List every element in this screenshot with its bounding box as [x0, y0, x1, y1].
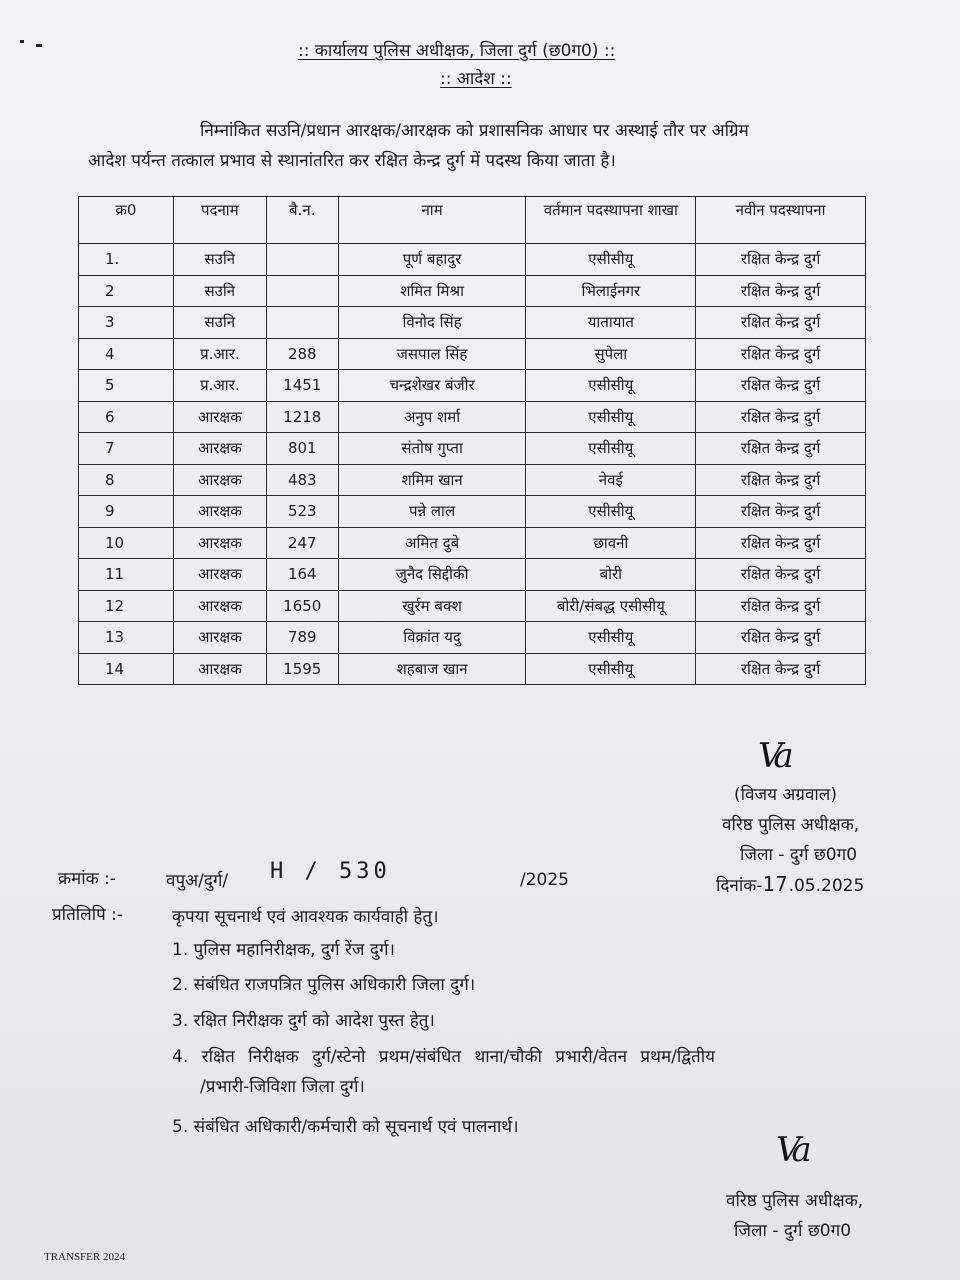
cell-badge-number: 523: [266, 496, 338, 528]
cell-name: संतोष गुप्ता: [338, 433, 526, 465]
signature-mark-1: Va: [758, 736, 788, 776]
cell-badge-number: 1650: [266, 590, 338, 622]
cell-name: जुनैद सिद्दीकी: [338, 559, 526, 591]
cell-name: पन्ने लाल: [338, 496, 526, 528]
office-heading: :: कार्यालय पुलिस अधीक्षक, जिला दुर्ग (छ0ग0) ::: [298, 41, 616, 61]
cell-current-posting: बोरी: [526, 559, 696, 591]
table-row: [79, 527, 866, 559]
cell-rank: आरक्षक: [173, 496, 266, 528]
col-new-posting: नवीन पदस्थापना: [696, 197, 866, 244]
col-badge-number: बै.न.: [266, 197, 338, 244]
reference-handwritten: H / 530: [270, 859, 391, 884]
cell-new-posting: रक्षित केन्द्र दुर्ग: [696, 496, 866, 528]
cell-serial: 10: [79, 527, 174, 559]
table-row: [79, 433, 866, 465]
cell-name: शहबाज खान: [338, 653, 526, 685]
cell-new-posting: रक्षित केन्द्र दुर्ग: [696, 275, 866, 307]
signatory-designation-2: वरिष्ठ पुलिस अधीक्षक,: [726, 1191, 864, 1211]
cell-serial: 13: [79, 622, 174, 654]
cell-new-posting: रक्षित केन्द्र दुर्ग: [696, 622, 866, 654]
cell-new-posting: रक्षित केन्द्र दुर्ग: [696, 370, 866, 402]
table-row: [79, 622, 866, 654]
cell-badge-number: 1218: [266, 401, 338, 433]
transfer-table: [78, 196, 866, 685]
table-row: [79, 275, 866, 307]
cell-badge-number: 1595: [266, 653, 338, 685]
cell-rank: आरक्षक: [173, 622, 266, 654]
cell-badge-number: 164: [266, 559, 338, 591]
reference-year: /2025: [520, 870, 569, 890]
cell-serial: 9: [79, 496, 174, 528]
copy-item-4: 4. रक्षित निरीक्षक दुर्ग/स्टेनो प्रथम/संबंधित थाना/चौकी प्रभारी/वेतन प्रथम/द्वितीय: [172, 1047, 715, 1067]
order-body-line-1: निम्नांकित सउनि/प्रधान आरक्षक/आरक्षक को प्रशासनिक आधार पर अस्थाई तौर पर अग्रिम: [200, 121, 749, 141]
cell-new-posting: रक्षित केन्द्र दुर्ग: [696, 527, 866, 559]
cell-rank: सउनि: [173, 244, 266, 276]
cell-serial: 4: [79, 338, 174, 370]
date-rest: .05.2025: [788, 876, 865, 896]
order-date: [716, 872, 864, 896]
cell-rank: आरक्षक: [173, 653, 266, 685]
cell-rank: आरक्षक: [173, 433, 266, 465]
col-name: नाम: [338, 197, 526, 244]
cell-new-posting: रक्षित केन्द्र दुर्ग: [696, 433, 866, 465]
cell-rank: आरक्षक: [173, 590, 266, 622]
cell-current-posting: एसीसीयू: [526, 496, 696, 528]
cell-rank: आरक्षक: [173, 527, 266, 559]
cell-serial: 12: [79, 590, 174, 622]
table-row: [79, 559, 866, 591]
cell-serial: 3: [79, 307, 174, 339]
copy-intro: कृपया सूचनार्थ एवं आवश्यक कार्यवाही हेतु।: [172, 907, 439, 927]
col-rank: पदनाम: [173, 197, 266, 244]
cell-name: खुर्रम बक्श: [338, 590, 526, 622]
copy-label: प्रतिलिपि :-: [52, 905, 124, 925]
cell-current-posting: एसीसीयू: [526, 244, 696, 276]
cell-rank: प्र.आर.: [173, 338, 266, 370]
transfer-tag: TRANSFER 2024: [44, 1251, 125, 1263]
cell-rank: सउनि: [173, 275, 266, 307]
table-row: [79, 401, 866, 433]
table-row: [79, 653, 866, 685]
cell-current-posting: भिलाईनगर: [526, 275, 696, 307]
cell-new-posting: रक्षित केन्द्र दुर्ग: [696, 307, 866, 339]
copy-item-1: 1. पुलिस महानिरीक्षक, दुर्ग रेंज दुर्ग।: [172, 940, 395, 960]
cell-rank: आरक्षक: [173, 464, 266, 496]
cell-current-posting: यातायात: [526, 307, 696, 339]
copy-item-2: 2. संबंधित राजपत्रित पुलिस अधिकारी जिला दुर्ग।: [172, 975, 476, 995]
signatory-district-2: जिला - दुर्ग छ0ग0: [734, 1221, 852, 1241]
signature-mark-2: Va: [776, 1130, 806, 1170]
transfer-table-body: [79, 244, 866, 685]
col-serial: क्र0: [79, 197, 174, 244]
cell-badge-number: 247: [266, 527, 338, 559]
table-row: [79, 244, 866, 276]
order-heading: :: आदेश ::: [440, 69, 512, 89]
reference-printed: वपुअ/दुर्ग/: [166, 871, 229, 891]
cell-name: शमिम खान: [338, 464, 526, 496]
cell-name: चन्द्रशेखर बंजीर: [338, 370, 526, 402]
cell-badge-number: [266, 275, 338, 307]
copy-item-5: 5. संबंधित अधिकारी/कर्मचारी को सूचनार्थ एवं पालनार्थ।: [172, 1117, 519, 1137]
table-row: [79, 338, 866, 370]
signatory-district: जिला - दुर्ग छ0ग0: [740, 845, 858, 865]
reference-label: क्रमांक :-: [58, 869, 116, 889]
cell-name: विनोद सिंह: [338, 307, 526, 339]
cell-badge-number: [266, 244, 338, 276]
table-row: [79, 307, 866, 339]
copy-item-4-continued: /प्रभारी-जिविशा जिला दुर्ग।: [200, 1077, 365, 1097]
cell-name: शमित मिश्रा: [338, 275, 526, 307]
cell-current-posting: एसीसीयू: [526, 433, 696, 465]
page-mark-2: [36, 44, 42, 47]
cell-current-posting: एसीसीयू: [526, 622, 696, 654]
table-row: [79, 370, 866, 402]
cell-name: जसपाल सिंह: [338, 338, 526, 370]
cell-name: अमित दुबे: [338, 527, 526, 559]
cell-serial: 7: [79, 433, 174, 465]
cell-current-posting: एसीसीयू: [526, 653, 696, 685]
cell-serial: 8: [79, 464, 174, 496]
cell-new-posting: रक्षित केन्द्र दुर्ग: [696, 401, 866, 433]
cell-badge-number: [266, 307, 338, 339]
cell-current-posting: नेवई: [526, 464, 696, 496]
cell-new-posting: रक्षित केन्द्र दुर्ग: [696, 464, 866, 496]
cell-badge-number: 789: [266, 622, 338, 654]
cell-badge-number: 801: [266, 433, 338, 465]
order-body-line-2: आदेश पर्यन्त तत्काल प्रभाव से स्थानांतरित कर रक्षित केन्द्र दुर्ग में पदस्थ किया जाता है।: [88, 151, 616, 171]
cell-new-posting: रक्षित केन्द्र दुर्ग: [696, 590, 866, 622]
cell-new-posting: रक्षित केन्द्र दुर्ग: [696, 559, 866, 591]
cell-current-posting: सुपेला: [526, 338, 696, 370]
cell-rank: आरक्षक: [173, 559, 266, 591]
cell-serial: 1.: [79, 244, 174, 276]
cell-serial: 5: [79, 370, 174, 402]
cell-serial: 6: [79, 401, 174, 433]
signatory-designation: वरिष्ठ पुलिस अधीक्षक,: [722, 815, 860, 835]
table-row: [79, 496, 866, 528]
table-row: [79, 590, 866, 622]
signatory-name: (विजय अग्रवाल): [734, 785, 837, 805]
cell-name: पूर्ण बहादुर: [338, 244, 526, 276]
cell-rank: प्र.आर.: [173, 370, 266, 402]
cell-serial: 14: [79, 653, 174, 685]
cell-new-posting: रक्षित केन्द्र दुर्ग: [696, 338, 866, 370]
cell-name: विक्रांत यदु: [338, 622, 526, 654]
cell-new-posting: रक्षित केन्द्र दुर्ग: [696, 244, 866, 276]
col-current-posting: वर्तमान पदस्थापना शाखा: [526, 197, 696, 244]
cell-badge-number: 1451: [266, 370, 338, 402]
page-mark: [20, 40, 24, 43]
table-header-row: [79, 197, 866, 244]
cell-current-posting: छावनी: [526, 527, 696, 559]
cell-current-posting: एसीसीयू: [526, 370, 696, 402]
cell-current-posting: बोरी/संबद्ध एसीसीयू: [526, 590, 696, 622]
cell-serial: 11: [79, 559, 174, 591]
cell-badge-number: 288: [266, 338, 338, 370]
cell-rank: आरक्षक: [173, 401, 266, 433]
cell-badge-number: 483: [266, 464, 338, 496]
cell-name: अनुप शर्मा: [338, 401, 526, 433]
date-prefix: दिनांक-: [716, 876, 763, 896]
table-row: [79, 464, 866, 496]
cell-current-posting: एसीसीयू: [526, 401, 696, 433]
cell-rank: सउनि: [173, 307, 266, 339]
copy-item-3: 3. रक्षित निरीक्षक दुर्ग को आदेश पुस्त हेतु।: [172, 1011, 435, 1031]
date-day-handwritten: 17: [762, 872, 789, 896]
cell-serial: 2: [79, 275, 174, 307]
cell-new-posting: रक्षित केन्द्र दुर्ग: [696, 653, 866, 685]
